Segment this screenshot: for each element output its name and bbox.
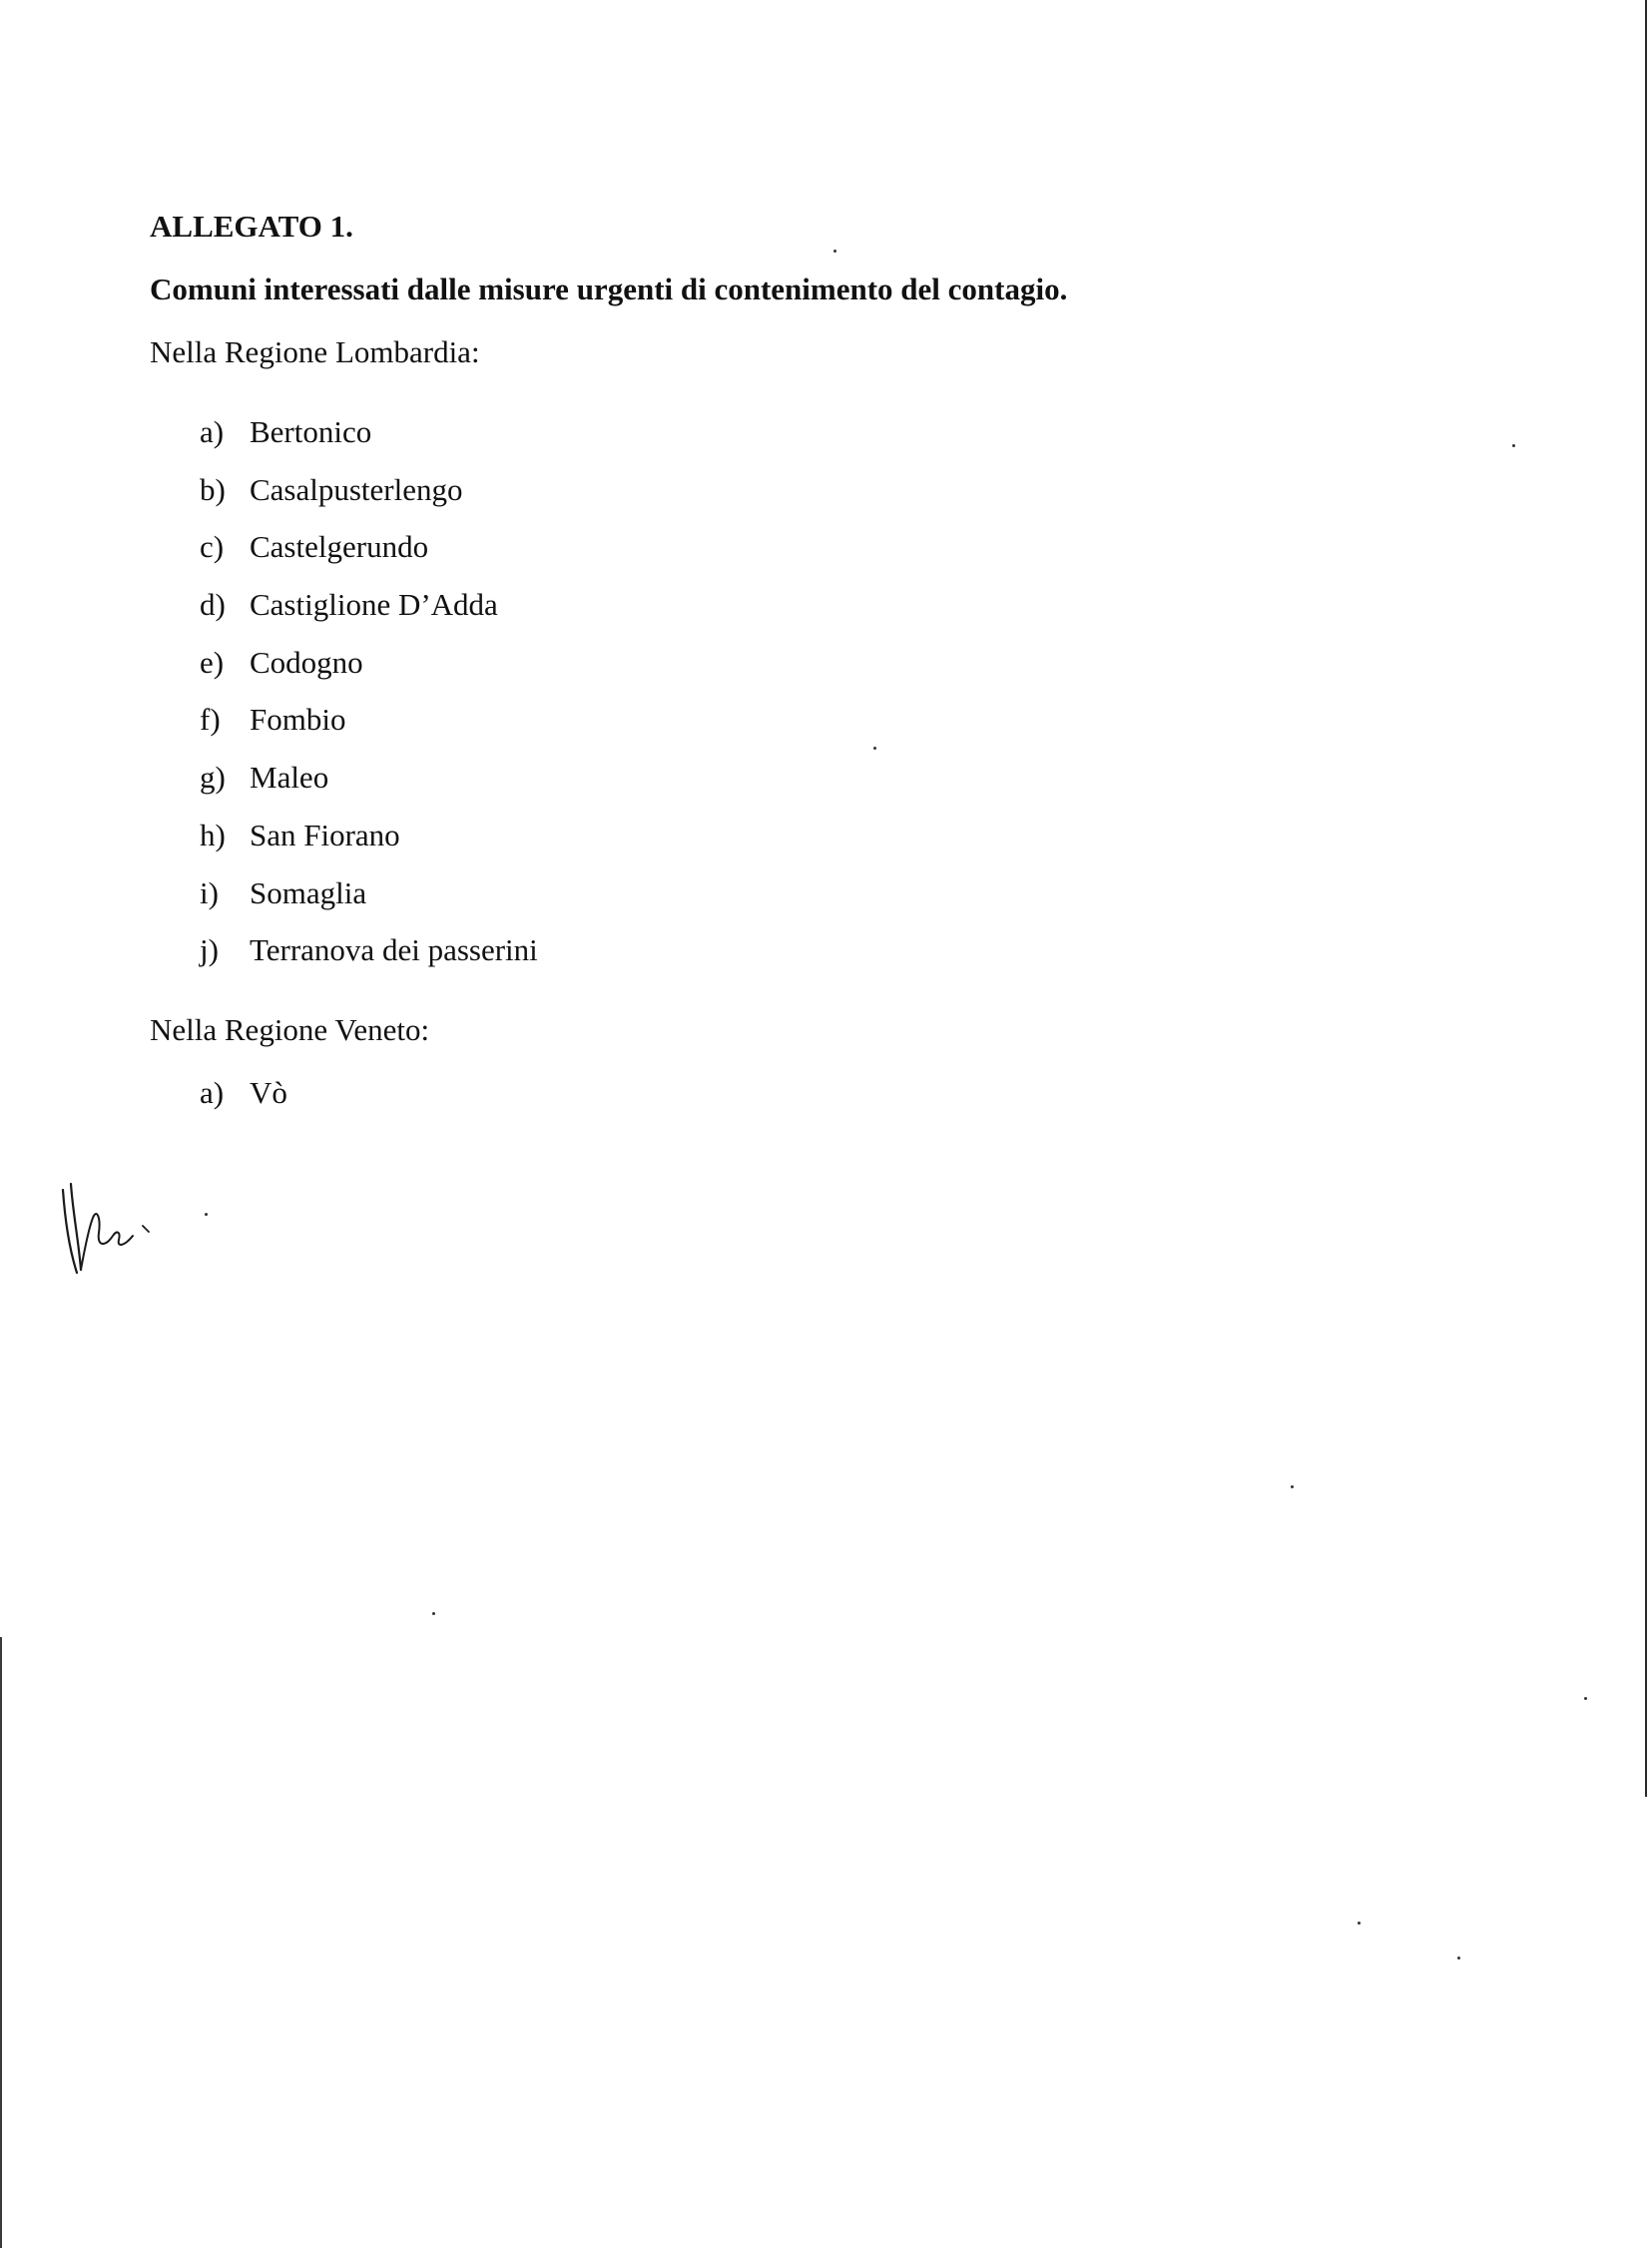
list-item <box>200 700 538 758</box>
list-item <box>200 758 538 816</box>
scan-speck <box>432 1612 435 1615</box>
municipality-name: Bertonico <box>250 414 372 449</box>
item-letter: h) <box>200 817 226 852</box>
scan-speck <box>1291 1485 1294 1488</box>
list-item <box>200 930 538 988</box>
document-subtitle: Comuni interessati dalle misure urgenti di contenimento del contagio. <box>150 272 1068 306</box>
item-letter: g) <box>200 760 226 796</box>
item-letter: f) <box>200 702 221 738</box>
handwritten-signature <box>55 1178 185 1278</box>
item-letter: a) <box>200 414 225 449</box>
item-letter: c) <box>200 529 225 565</box>
municipality-name: Castiglione D’Adda <box>250 587 498 623</box>
item-letter: a) <box>200 1075 225 1110</box>
list-item <box>200 873 538 931</box>
municipality-name: Codogno <box>250 644 363 680</box>
scan-edge-line <box>1645 0 1647 1797</box>
scan-speck <box>1584 1697 1587 1700</box>
item-letter: e) <box>200 644 225 680</box>
municipality-list-lombardia <box>200 412 538 988</box>
scan-speck <box>205 1213 208 1216</box>
municipality-name: Terranova dei passerini <box>250 932 538 968</box>
municipality-name: Vò <box>250 1075 287 1110</box>
region-heading-lombardia: Nella Regione Lombardia: <box>150 334 480 369</box>
item-letter: j) <box>200 932 219 968</box>
item-letter: d) <box>200 587 226 623</box>
scan-speck <box>1358 1922 1361 1925</box>
municipality-list-veneto <box>200 1073 287 1131</box>
item-letter: i) <box>200 874 219 910</box>
scan-speck <box>833 250 836 253</box>
scan-speck <box>1457 1957 1460 1960</box>
municipality-name: Somaglia <box>250 874 367 910</box>
list-item <box>200 585 538 643</box>
scan-speck <box>873 747 876 750</box>
region-heading-veneto: Nella Regione Veneto: <box>150 1012 430 1047</box>
list-item <box>200 643 538 701</box>
item-letter: b) <box>200 471 226 507</box>
scan-edge-line <box>0 1637 2 2248</box>
list-item <box>200 412 538 470</box>
list-item <box>200 470 538 528</box>
list-item <box>200 1073 287 1131</box>
municipality-name: San Fiorano <box>250 817 400 852</box>
municipality-name: Casalpusterlengo <box>250 471 463 507</box>
document-title: ALLEGATO 1. <box>150 209 353 244</box>
list-item <box>200 527 538 585</box>
municipality-name: Maleo <box>250 760 329 796</box>
list-item <box>200 816 538 873</box>
scan-speck <box>1512 444 1515 447</box>
municipality-name: Fombio <box>250 702 346 738</box>
municipality-name: Castelgerundo <box>250 529 429 565</box>
